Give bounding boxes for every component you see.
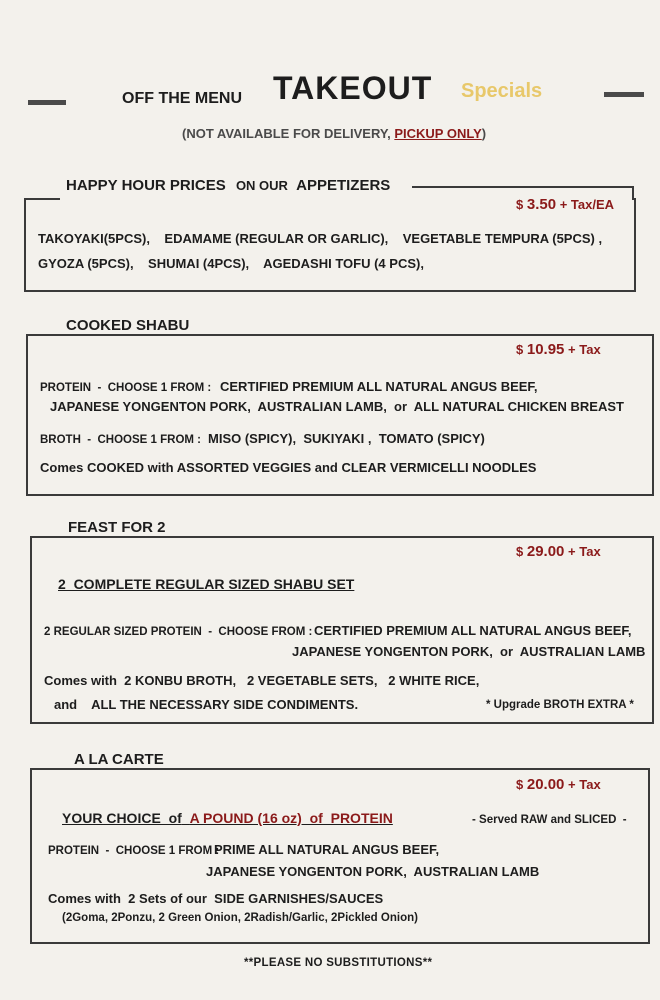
price-currency: $ xyxy=(516,197,524,212)
a-la-carte-protein-label: PROTEIN - CHOOSE 1 FROM : xyxy=(48,845,220,857)
happy-hour-title xyxy=(58,177,398,194)
price-currency: $ xyxy=(516,777,524,792)
cooked-shabu-broth-label: BROTH - CHOOSE 1 FROM : xyxy=(40,434,201,446)
choice-highlight: A POUND (16 oz) of PROTEIN xyxy=(189,810,393,826)
feast-protein-line1: CERTIFIED PREMIUM ALL NATURAL ANGUS BEEF, xyxy=(314,623,632,638)
a-la-carte-title: A LA CARTE xyxy=(66,751,172,768)
availability-note xyxy=(182,126,486,141)
cooked-shabu-broth-options: MISO (SPICY), SUKIYAKI , TOMATO (SPICY) xyxy=(208,431,485,446)
pickup-only-label: PICKUP ONLY xyxy=(394,126,482,141)
feast-comes-line2: and ALL THE NECESSARY SIDE CONDIMENTS. xyxy=(54,697,359,712)
a-la-carte-price xyxy=(516,776,601,793)
price-value: 3.50 xyxy=(526,196,557,213)
header-left-label: OFF THE MENU xyxy=(122,90,242,107)
feast-upgrade-note: * Upgrade BROTH EXTRA * xyxy=(486,699,634,711)
header-dash-left xyxy=(28,100,66,105)
feast-price xyxy=(516,543,601,560)
header-specials-label: Specials xyxy=(461,80,543,102)
comes-prefix: Comes with 2 Sets of our xyxy=(48,891,207,906)
feast-protein-line2: JAPANESE YONGENTON PORK, or AUSTRALIAN LAMB xyxy=(292,644,646,659)
happy-hour-items-line1: TAKOYAKI(5PCS), EDAMAME (REGULAR OR GARLIC), VEGETABLE TEMPURA (5PCS) , xyxy=(38,231,603,246)
happy-hour-price xyxy=(516,196,614,213)
price-value: 29.00 xyxy=(526,543,565,560)
happy-hour-top-line-right xyxy=(412,186,634,188)
price-currency: $ xyxy=(516,342,524,357)
header-dash-right xyxy=(604,92,644,97)
cooked-shabu-protein-label: PROTEIN - CHOOSE 1 FROM : xyxy=(40,382,212,394)
price-suffix: + Tax xyxy=(568,777,601,792)
happy-hour-title-c: APPETIZERS xyxy=(296,177,391,194)
happy-hour-title-b: ON OUR xyxy=(235,178,288,193)
cooked-shabu-protein-line2: JAPANESE YONGENTON PORK, AUSTRALIAN LAMB, or ALL NATURAL CHICKEN BREAST xyxy=(50,399,624,414)
price-currency: $ xyxy=(516,544,524,559)
a-la-carte-comes-with xyxy=(48,891,383,906)
happy-hour-items-line2: GYOZA (5PCS), SHUMAI (4PCS), AGEDASHI TOFU (4 PCS), xyxy=(38,256,424,271)
price-suffix: + Tax xyxy=(568,544,601,559)
page-title: TAKEOUT xyxy=(273,70,433,106)
a-la-carte-choice xyxy=(62,810,393,826)
price-value: 10.95 xyxy=(526,341,565,358)
happy-hour-title-a: HAPPY HOUR PRICES xyxy=(66,177,226,194)
no-substitutions-note: **PLEASE NO SUBSTITUTIONS** xyxy=(244,957,433,969)
a-la-carte-protein-line2: JAPANESE YONGENTON PORK, AUSTRALIAN LAMB xyxy=(206,864,540,879)
availability-note-suffix: ) xyxy=(481,126,487,141)
happy-hour-top-line-left xyxy=(24,198,60,200)
cooked-shabu-protein-line1: CERTIFIED PREMIUM ALL NATURAL ANGUS BEEF, xyxy=(220,379,538,394)
a-la-carte-served-note: - Served RAW and SLICED - xyxy=(472,814,627,826)
cooked-shabu-price xyxy=(516,341,601,358)
a-la-carte-protein-line1: PRIME ALL NATURAL ANGUS BEEF, xyxy=(214,842,440,857)
happy-hour-right-connector xyxy=(632,186,634,200)
feast-comes-line1: Comes with 2 KONBU BROTH, 2 VEGETABLE SETS, 2 WHITE RICE, xyxy=(44,673,480,688)
price-suffix: + Tax/EA xyxy=(559,197,614,212)
feast-protein-label: 2 REGULAR SIZED PROTEIN - CHOOSE FROM : xyxy=(44,626,313,638)
feast-title: FEAST FOR 2 xyxy=(60,519,174,536)
cooked-shabu-title: COOKED SHABU xyxy=(58,317,197,334)
comes-highlight: SIDE GARNISHES/SAUCES xyxy=(214,891,384,906)
cooked-shabu-comes-with: Comes COOKED with ASSORTED VEGGIES and CLEAR VERMICELLI NOODLES xyxy=(40,460,537,475)
price-value: 20.00 xyxy=(526,776,565,793)
choice-prefix: YOUR CHOICE of xyxy=(62,810,182,826)
availability-note-prefix: (NOT AVAILABLE FOR DELIVERY, xyxy=(182,126,395,141)
a-la-carte-sauces: (2Goma, 2Ponzu, 2 Green Onion, 2Radish/Garlic, 2Pickled Onion) xyxy=(62,912,418,924)
feast-subtitle: 2 COMPLETE REGULAR SIZED SHABU SET xyxy=(58,576,355,592)
price-suffix: + Tax xyxy=(568,342,601,357)
